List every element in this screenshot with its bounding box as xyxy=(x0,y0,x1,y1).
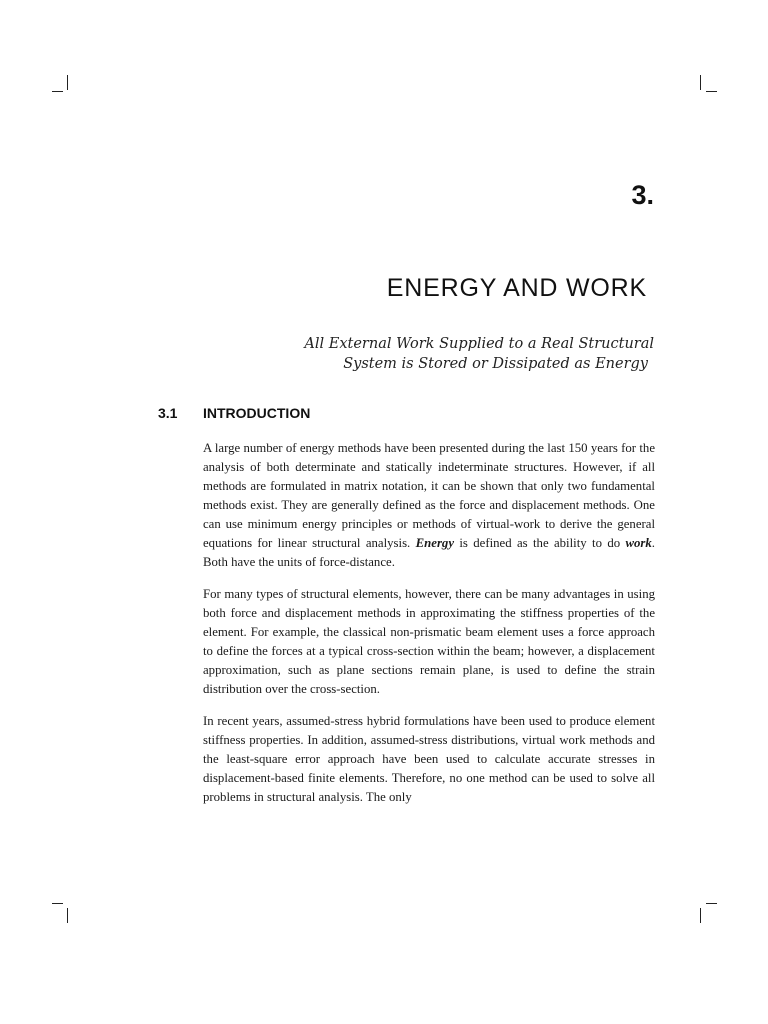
crop-mark xyxy=(700,908,701,923)
chapter-title: ENERGY AND WORK xyxy=(386,274,647,302)
body-text xyxy=(203,439,655,820)
epigraph-line: System is Stored or Dissipated as Energy xyxy=(343,356,648,372)
emphasized-term: Energy xyxy=(415,536,455,550)
emphasized-term: work xyxy=(625,536,652,550)
paragraph xyxy=(203,439,655,572)
chapter-number: 3. xyxy=(631,180,654,210)
paragraph-text: . Both have the units of force-distance. xyxy=(203,536,655,569)
paragraph: In recent years, assumed-stress hybrid formulations have been used to produce element stiffness properties. In addition, assumed-stress distributions, virtual work methods and the least-square error approach have been used to calculate accurate stresses in displacement-based finite elements. Therefore, no one method can be used to solve all problems in structural analysis. The only xyxy=(203,714,655,804)
crop-mark xyxy=(706,91,717,92)
crop-mark xyxy=(67,908,68,923)
paragraph-text: is defined as the ability to do xyxy=(454,536,626,550)
crop-mark xyxy=(67,75,68,90)
crop-mark xyxy=(706,903,717,904)
section-number: 3.1 xyxy=(158,405,178,421)
crop-mark xyxy=(700,75,701,90)
epigraph-line: All External Work Supplied to a Real Structural xyxy=(304,336,654,352)
paragraph-text: A large number of energy methods have been presented during the last 150 years for the analysis of both determinate and statically indeterminate structures. However, if all methods are formulated in matrix notation, it can be shown that only two fundamental methods exist. They are generally defined as the force and displacement methods. One can use minimum energy principles or methods of virtual-work to derive the general equations for linear structural analysis. xyxy=(203,441,655,550)
crop-mark xyxy=(52,91,63,92)
chapter-epigraph xyxy=(194,334,654,374)
section-title: INTRODUCTION xyxy=(203,405,311,421)
paragraph: For many types of structural elements, however, there can be many advantages in using both force and displacement methods in approximating the stiffness properties of the element. For example, the classical non-prismatic beam element uses a force approach to define the forces at a typical cross-section within the beam; however, a displacement approximation, such as plane sections remain plane, is used to define the strain distribution over the cross-section. xyxy=(203,587,655,696)
crop-mark xyxy=(52,903,63,904)
section-heading xyxy=(158,405,310,421)
